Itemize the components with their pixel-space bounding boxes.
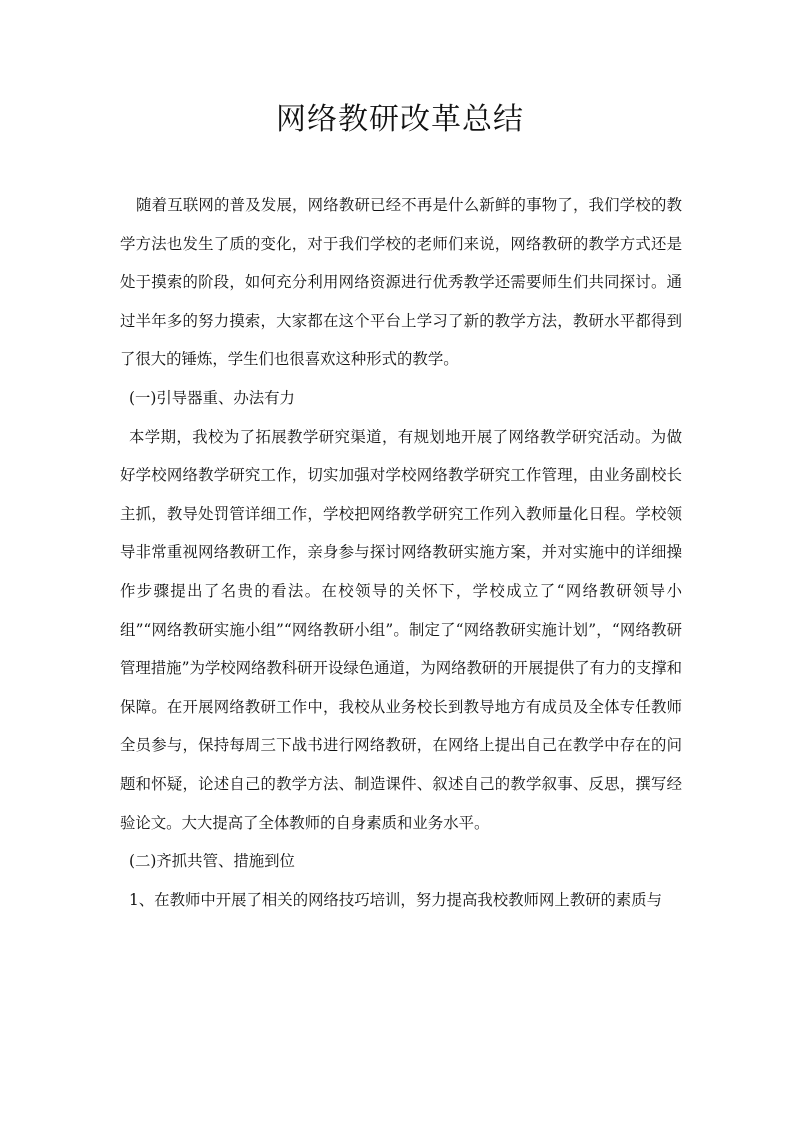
document-title: 网络教研改革总结	[276, 102, 524, 137]
intro-paragraph: 随着互联网的普及发展，网络教研已经不再是什么新鲜的事物了，我们学校的教学方法也发生了质的变化，对于我们学校的老师们来说，网络教研的教学方式还是处于摸索的阶段，如何充分利用网络资源进行优秀教学还需要师生们共同探讨。通过半年多的努力摸索，大家都在这个平台上学习了新的教学方法，教研水平都得到了很大的锤炼，学生们也很喜欢这种形式的教学。	[120, 196, 682, 369]
section-heading-2: (二)齐抓共管、措施到位	[129, 852, 295, 871]
section-1-paragraph: 本学期，我校为了拓展教学研究渠道，有规划地开展了网络教学研究活动。为做好学校网络教学研究工作，切实加强对学校网络教学研究工作管理，由业务副校长主抓，教导处罚管详细工作，学校把网络教学研究工作列入教师量化日程。学校领导非常重视网络教研工作，亲身参与探讨网络教研实施方案，并对实施中的详细操作步骤提出了名贵的看法。在校领导的关怀下，学校成立了“网络教研领导小组”“网络教研实施小组”“网络教研小组”。制定了“网络教研实施计划”，“网络教研管理措施”为学校网络教科研开设绿色通道，为网络教研的开展提供了有力的支撑和保障。在开展网络教研工作中，我校从业务校长到教导地方有成员及全体专任教师全员参与，保持每周三下战书进行网络教研，在网络上提出自己在教学中存在的问题和怀疑，论述自己的教学方法、制造课件、叙述自己的教学叙事、反思，撰写经验论文。大大提高了全体教师的自身素质和业务水平。	[120, 427, 682, 832]
section-heading-1: (一)引导器重、办法有力	[129, 388, 295, 407]
section-2-paragraph: 1、在教师中开展了相关的网络技巧培训，努力提高我校教师网上教研的素质与	[129, 890, 663, 909]
document-body	[120, 186, 682, 919]
